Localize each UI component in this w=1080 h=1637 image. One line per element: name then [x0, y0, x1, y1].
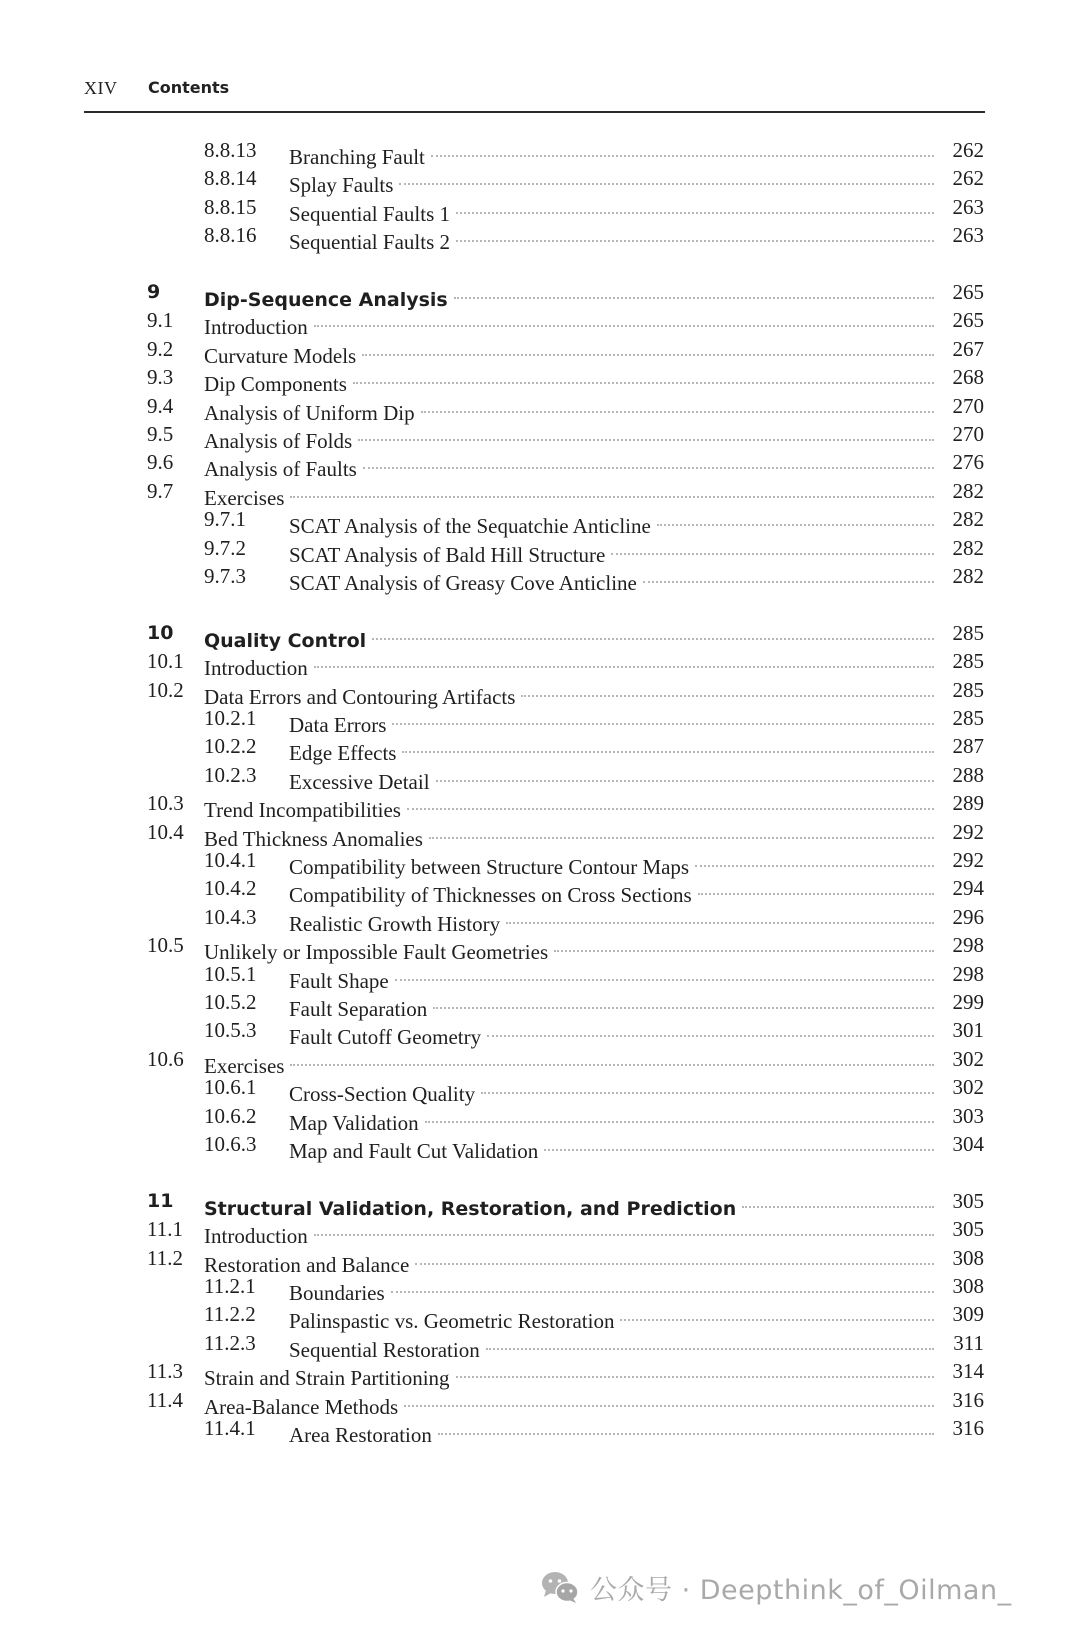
toc-subsection[interactable]: [0, 1016, 1080, 1050]
toc-number: 11.2.3: [204, 1330, 256, 1355]
dot-leader: [657, 505, 934, 533]
dot-leader: [544, 1130, 934, 1158]
toc-subsection[interactable]: [0, 193, 1080, 226]
toc-number: 11.2.1: [204, 1274, 256, 1298]
toc-title[interactable]: Introduction: [204, 313, 314, 341]
toc-page-number[interactable]: 302: [952, 1075, 984, 1100]
toc-page-number[interactable]: 292: [952, 848, 984, 872]
toc-title[interactable]: Fault Shape: [289, 967, 395, 995]
toc-title[interactable]: Bed Thickness Anomalies: [204, 825, 429, 853]
toc-page-number[interactable]: 285: [952, 706, 984, 730]
toc-number: 9.3: [147, 365, 174, 390]
toc-title[interactable]: Sequential Faults 2: [289, 228, 456, 256]
toc-title[interactable]: Analysis of Uniform Dip: [204, 399, 421, 427]
toc-page-number[interactable]: 287: [952, 734, 984, 759]
toc-number: 11.4: [147, 1387, 183, 1412]
toc-page-number[interactable]: 303: [952, 1103, 984, 1128]
toc-number: 10.5: [147, 933, 184, 958]
toc-title[interactable]: Analysis of Faults: [204, 455, 363, 483]
toc-number: 11.3: [147, 1359, 183, 1384]
toc-number: 10.5.1: [204, 961, 257, 986]
dot-leader: [742, 1187, 934, 1215]
toc-title[interactable]: Palinspastic vs. Geometric Restoration: [289, 1307, 620, 1335]
toc-chapter[interactable]: [0, 619, 1080, 652]
toc-page-number[interactable]: 288: [952, 762, 984, 787]
toc-title[interactable]: Boundaries: [289, 1279, 391, 1307]
toc-title[interactable]: Trend Incompatibilities: [204, 796, 407, 824]
toc-subsection[interactable]: [0, 1073, 1080, 1107]
toc-page-number[interactable]: 308: [952, 1245, 984, 1270]
toc-section[interactable]: [0, 392, 1080, 425]
toc-section[interactable]: [0, 1357, 1080, 1391]
dot-leader: [391, 1272, 934, 1300]
dot-leader: [404, 1386, 934, 1414]
toc-title[interactable]: Area-Balance Methods: [204, 1393, 404, 1421]
watermark: [540, 1567, 1012, 1607]
toc-title[interactable]: Sequential Restoration: [289, 1336, 486, 1364]
toc-number: 10.4.3: [204, 904, 257, 929]
toc-section[interactable]: [0, 1215, 1080, 1249]
toc-title[interactable]: Data Errors: [289, 711, 392, 739]
dot-leader: [402, 732, 934, 760]
toc-subsection[interactable]: [0, 761, 1080, 794]
toc-page-number[interactable]: 305: [952, 1217, 984, 1242]
toc-number: 9.7.3: [204, 564, 246, 588]
toc-title[interactable]: Edge Effects: [289, 739, 402, 767]
toc-leader-group: [289, 1414, 934, 1449]
toc-page-number[interactable]: 282: [952, 507, 984, 532]
toc-subsection[interactable]: [0, 221, 1080, 255]
toc-subsection[interactable]: [0, 136, 1080, 169]
wechat-icon: [540, 1570, 580, 1604]
toc-section[interactable]: [0, 676, 1080, 709]
toc-section[interactable]: [0, 448, 1080, 482]
dot-leader: [290, 1045, 934, 1073]
dot-leader: [407, 789, 934, 817]
toc-page-number[interactable]: 270: [952, 393, 984, 418]
toc-subsection[interactable]: [0, 1414, 1080, 1447]
toc-page-number[interactable]: 263: [952, 223, 984, 248]
toc-number: 10.5.2: [204, 990, 257, 1014]
dot-leader: [314, 306, 934, 334]
toc-page-number[interactable]: 276: [952, 450, 984, 475]
toc-page-number[interactable]: 308: [952, 1274, 984, 1298]
toc-leader-group: [289, 562, 934, 597]
toc-title[interactable]: SCAT Analysis of Bald Hill Structure: [289, 541, 611, 569]
toc-section[interactable]: [0, 363, 1080, 397]
dot-leader: [395, 960, 934, 988]
dot-leader: [611, 534, 934, 562]
toc-number: 10.2: [147, 677, 184, 702]
toc-title[interactable]: Structural Validation, Restoration, and Prediction: [204, 1195, 742, 1223]
dot-leader: [362, 335, 934, 363]
toc-number: 9.4: [147, 393, 174, 418]
toc-subsection[interactable]: [0, 704, 1080, 737]
toc-number: 10.6.1: [204, 1075, 257, 1100]
toc-section[interactable]: [0, 1045, 1080, 1078]
dot-leader: [431, 136, 934, 164]
toc-page-number[interactable]: 304: [952, 1132, 984, 1156]
toc-page-number[interactable]: 262: [952, 138, 984, 162]
toc-subsection[interactable]: [0, 1102, 1080, 1135]
toc-title[interactable]: Excessive Detail: [289, 768, 436, 796]
toc-subsection[interactable]: [0, 1272, 1080, 1305]
dot-leader: [429, 818, 934, 846]
dot-leader: [487, 1016, 934, 1044]
toc-number: 9.7.1: [204, 507, 246, 532]
dot-leader: [415, 1244, 934, 1272]
toc-number: 10.4.2: [204, 876, 257, 901]
running-header: [84, 78, 985, 112]
toc-page-number[interactable]: 285: [952, 677, 984, 702]
toc-number: 10.3: [147, 791, 184, 816]
dot-leader: [486, 1329, 934, 1357]
toc-section[interactable]: [0, 335, 1080, 368]
toc-title[interactable]: Dip Components: [204, 370, 353, 398]
toc-number: 9.7.2: [204, 535, 246, 560]
toc-subsection[interactable]: [0, 960, 1080, 993]
dot-leader: [353, 363, 934, 391]
dot-leader: [314, 647, 934, 675]
dot-leader: [481, 1073, 934, 1101]
dot-leader: [506, 903, 934, 931]
toc-number: 10.1: [147, 649, 184, 674]
toc-title[interactable]: Splay Faults: [289, 171, 399, 199]
dot-leader: [372, 619, 934, 647]
toc-number: 10.2.3: [204, 762, 257, 787]
toc-title[interactable]: Data Errors and Contouring Artifacts: [204, 683, 521, 711]
dot-leader: [521, 676, 934, 704]
dot-leader: [643, 562, 934, 590]
toc-page-number[interactable]: 316: [952, 1416, 984, 1440]
toc-number: 9.1: [147, 308, 174, 333]
toc-title[interactable]: SCAT Analysis of the Sequatchie Anticline: [289, 512, 657, 540]
toc-number: 10: [147, 621, 174, 644]
toc-title[interactable]: Restoration and Balance: [204, 1251, 415, 1279]
dot-leader: [363, 448, 934, 476]
toc-number: 9.6: [147, 450, 174, 475]
toc-number: 11.2: [147, 1245, 183, 1270]
toc-page-number[interactable]: 285: [952, 649, 984, 674]
toc-page-number[interactable]: 282: [952, 478, 984, 503]
toc-page-number[interactable]: 302: [952, 1046, 984, 1071]
toc-subsection[interactable]: [0, 1300, 1080, 1334]
toc-title[interactable]: Fault Cutoff Geometry: [289, 1023, 487, 1051]
toc-title[interactable]: Map Validation: [289, 1109, 425, 1137]
toc-subsection[interactable]: [0, 988, 1080, 1021]
toc-page-number[interactable]: 267: [952, 336, 984, 361]
toc-number: 9.2: [147, 336, 174, 361]
dot-leader: [392, 704, 934, 732]
toc-chapter[interactable]: [0, 278, 1080, 311]
toc-title[interactable]: Introduction: [204, 1222, 314, 1250]
toc-title[interactable]: Realistic Growth History: [289, 910, 506, 938]
toc-number: 10.2.1: [204, 706, 257, 730]
toc-subsection[interactable]: [0, 562, 1080, 595]
dot-leader: [290, 477, 934, 505]
toc-subsection[interactable]: [0, 1130, 1080, 1163]
toc-title[interactable]: Exercises: [204, 484, 290, 512]
toc-title[interactable]: Dip-Sequence Analysis: [204, 286, 454, 314]
dot-leader: [456, 221, 934, 249]
toc-number: 10.4.1: [204, 848, 257, 872]
dot-leader: [554, 931, 934, 959]
toc-title[interactable]: Analysis of Folds: [204, 427, 358, 455]
toc-number: 10.4: [147, 819, 184, 844]
toc-number: 10.6.2: [204, 1103, 257, 1128]
toc-subsection[interactable]: [0, 903, 1080, 936]
dot-leader: [456, 193, 934, 221]
toc-section[interactable]: [0, 1386, 1080, 1419]
dot-leader: [454, 278, 934, 306]
toc-section[interactable]: [0, 818, 1080, 851]
toc-number: 8.8.15: [204, 194, 257, 219]
toc-number: 8.8.14: [204, 166, 257, 191]
toc-page-number[interactable]: 309: [952, 1302, 984, 1327]
toc-page-number[interactable]: 314: [952, 1359, 984, 1384]
toc-title[interactable]: Cross-Section Quality: [289, 1080, 481, 1108]
toc-section[interactable]: [0, 306, 1080, 340]
dot-leader: [456, 1357, 934, 1385]
dot-leader: [433, 988, 934, 1016]
toc-title[interactable]: Compatibility of Thicknesses on Cross Sections: [289, 881, 698, 909]
toc-title[interactable]: Map and Fault Cut Validation: [289, 1137, 544, 1165]
toc-title[interactable]: Unlikely or Impossible Fault Geometries: [204, 938, 554, 966]
toc-number: 10.5.3: [204, 1018, 257, 1043]
toc-chapter[interactable]: [0, 1187, 1080, 1220]
toc-page-number[interactable]: 294: [952, 876, 984, 901]
page-number: XIV: [84, 78, 118, 98]
toc-number: 11: [147, 1189, 174, 1212]
toc-page-number[interactable]: 298: [952, 961, 984, 986]
toc-subsection[interactable]: [0, 732, 1080, 766]
toc-page-number[interactable]: 316: [952, 1387, 984, 1412]
toc-number: 10.6.3: [204, 1132, 257, 1156]
toc-page-number[interactable]: 292: [952, 819, 984, 844]
toc-page-number[interactable]: 298: [952, 933, 984, 958]
toc-number: 8.8.16: [204, 223, 257, 248]
toc-title[interactable]: Compatibility between Structure Contour Maps: [289, 853, 695, 881]
toc-page-number[interactable]: 305: [952, 1188, 984, 1213]
toc-page-number[interactable]: 296: [952, 904, 984, 929]
toc-title[interactable]: Sequential Faults 1: [289, 200, 456, 228]
toc-number: 9.7: [147, 478, 174, 503]
toc-title[interactable]: Introduction: [204, 654, 314, 682]
toc-section[interactable]: [0, 420, 1080, 453]
toc-page-number[interactable]: 289: [952, 791, 984, 816]
toc-number: 11.2.2: [204, 1302, 256, 1327]
toc-title[interactable]: Branching Fault: [289, 143, 431, 171]
toc-subsection[interactable]: [0, 874, 1080, 908]
toc-subsection[interactable]: [0, 534, 1080, 567]
toc-page-number[interactable]: 301: [952, 1018, 984, 1043]
toc-page-number[interactable]: 311: [953, 1330, 984, 1355]
dot-leader: [358, 420, 934, 448]
toc-title[interactable]: Quality Control: [204, 627, 372, 655]
dot-leader: [438, 1414, 934, 1442]
toc-number: 9: [147, 281, 161, 303]
toc-number: 9.5: [147, 422, 174, 446]
watermark-text: 公众号 · Deepthink_of_Oilman_: [590, 1574, 1012, 1606]
toc-subsection[interactable]: [0, 505, 1080, 539]
toc-page-number[interactable]: 282: [952, 535, 984, 560]
toc-title[interactable]: Fault Separation: [289, 995, 433, 1023]
toc-title[interactable]: Strain and Strain Partitioning: [204, 1364, 456, 1392]
dot-leader: [314, 1215, 934, 1243]
toc-leader-group: [289, 221, 934, 256]
toc-title[interactable]: Exercises: [204, 1052, 290, 1080]
toc-section[interactable]: [0, 647, 1080, 681]
toc-page-number[interactable]: 265: [952, 280, 984, 304]
toc-number: 8.8.13: [204, 138, 257, 162]
toc-section[interactable]: [0, 1244, 1080, 1277]
toc-subsection[interactable]: [0, 164, 1080, 198]
toc-number: 10.6: [147, 1046, 184, 1071]
header-rule: [84, 111, 985, 113]
toc-page-number[interactable]: 265: [952, 308, 984, 333]
toc-page-number[interactable]: 262: [952, 166, 984, 191]
toc-title[interactable]: Area Restoration: [289, 1421, 438, 1449]
dot-leader: [695, 846, 934, 874]
toc-section[interactable]: [0, 477, 1080, 510]
toc-page-number[interactable]: 263: [952, 194, 984, 219]
toc-page-number[interactable]: 299: [952, 990, 984, 1014]
toc-page-number[interactable]: 285: [952, 620, 984, 645]
toc-subsection[interactable]: [0, 1329, 1080, 1362]
dot-leader: [698, 874, 934, 902]
dot-leader: [620, 1300, 934, 1328]
dot-leader: [425, 1102, 934, 1130]
toc-section[interactable]: [0, 931, 1080, 965]
dot-leader: [421, 392, 934, 420]
toc-page-number[interactable]: 270: [952, 422, 984, 446]
toc-number: 11.1: [147, 1217, 183, 1242]
toc-number: 10.2.2: [204, 734, 257, 759]
running-title: Contents: [148, 78, 230, 97]
toc-leader-group: [289, 1130, 934, 1165]
toc-page-number[interactable]: 268: [952, 365, 984, 390]
toc-section[interactable]: [0, 789, 1080, 823]
toc-title[interactable]: SCAT Analysis of Greasy Cove Anticline: [289, 569, 643, 597]
toc-title[interactable]: Curvature Models: [204, 342, 362, 370]
dot-leader: [399, 164, 934, 192]
toc-subsection[interactable]: [0, 846, 1080, 879]
toc-page-number[interactable]: 282: [952, 564, 984, 588]
toc-number: 11.4.1: [204, 1416, 256, 1440]
dot-leader: [436, 761, 934, 789]
